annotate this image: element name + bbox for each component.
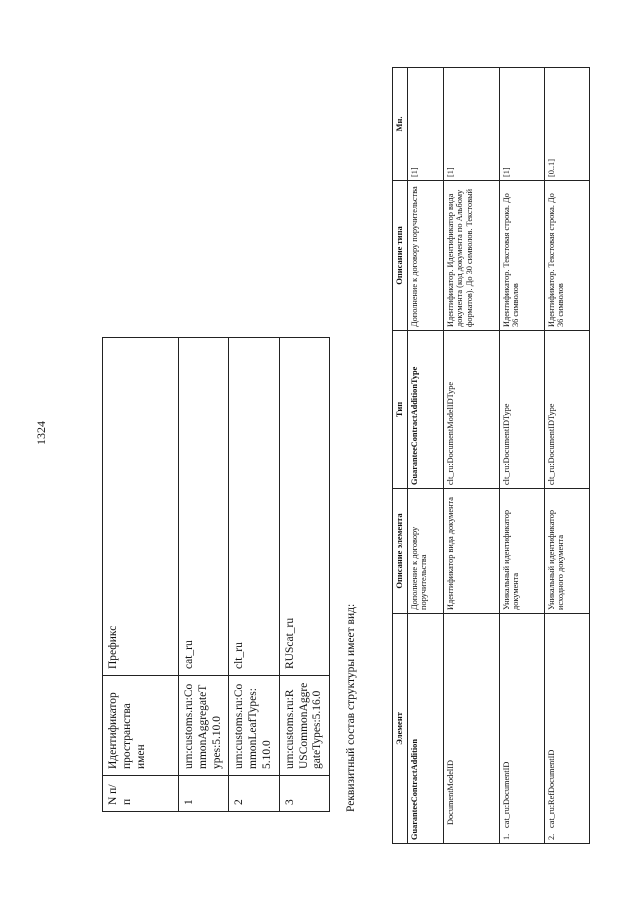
table-row [499, 68, 544, 844]
table-row [407, 68, 443, 844]
table-header-row [393, 68, 408, 844]
row-prefix: cat_ru [179, 338, 229, 676]
row-namespace-id: urn:customs.ru:CommonLeafTypes:5.10.0 [229, 676, 279, 776]
row-element-cell [544, 614, 589, 844]
row-element-description: Уникальный идентификатор документа [499, 489, 544, 614]
row-type-description: Дополнение к договору поручительства [407, 181, 443, 331]
row-prefix: clt_ru [229, 338, 279, 676]
page-number: 1324 [34, 421, 48, 445]
table-row [443, 68, 499, 844]
header-namespace-id: Идентификатор пространства имен [103, 676, 179, 776]
header-prefix: Префикс [103, 338, 179, 676]
row-element-description: Уникальный идентификатор исходного документа [544, 489, 589, 614]
row-multiplicity: [1] [443, 68, 499, 181]
row-type-description: Идентификатор. Идентификатор вида документа (код документа по Альбому форматов). До 30 символов. Текстовый [443, 181, 499, 331]
row-element: cat_ru:DocumentID [501, 761, 511, 828]
header-element-description: Описание элемента [393, 489, 408, 614]
structure-table [392, 67, 590, 844]
row-n: 3 [279, 776, 329, 812]
row-type: clt_ru:DocumentIDType [499, 331, 544, 489]
table-row [229, 338, 279, 812]
row-multiplicity: [0..1] [544, 68, 589, 181]
row-namespace-id: urn:customs.ru:CommonAggregateTypes:5.10.0 [179, 676, 229, 776]
table-row [544, 68, 589, 844]
row-type: clt_ru:DocumentIDType [544, 331, 589, 489]
row-type-description: Идентификатор. Текстовая строка. До 36 символов [499, 181, 544, 331]
row-element: GuaranteeContractAddition [407, 614, 443, 844]
row-prefix: RUScat_ru [279, 338, 329, 676]
row-number: 2. [546, 833, 556, 840]
row-namespace-id: urn:customs.ru:RUSCommonAggregateTypes:5.16.0 [279, 676, 329, 776]
row-multiplicity: [1] [499, 68, 544, 181]
namespaces-table [102, 337, 330, 812]
row-type-description: Идентификатор. Текстовая строка. До 36 символов [544, 181, 589, 331]
namespaces-table-block [102, 337, 330, 812]
table-row [179, 338, 229, 812]
row-number: 1. [501, 833, 511, 840]
row-element-description: Идентификатор вида документа [443, 489, 499, 614]
table-row [279, 338, 329, 812]
row-element-description: Дополнение к договору поручительства [407, 489, 443, 614]
row-n: 1 [179, 776, 229, 812]
row-multiplicity: [1] [407, 68, 443, 181]
row-element: cat_ru:RefDocumentID [546, 749, 556, 828]
header-multiplicity: Мн. [393, 68, 408, 181]
row-element-cell [499, 614, 544, 844]
row-type: clt_ru:DocumentModelIDType [443, 331, 499, 489]
header-n: N п/п [103, 776, 179, 812]
header-type-description: Описание типа [393, 181, 408, 331]
row-type: GuaranteeContractAdditionType [407, 331, 443, 489]
structure-caption: Реквизитный состав структуры имеет вид: [345, 603, 357, 812]
table-header-row [103, 338, 179, 812]
structure-table-block [392, 67, 590, 844]
row-element: DocumentModelID [443, 614, 499, 844]
header-element: Элемент [393, 614, 408, 844]
row-n: 2 [229, 776, 279, 812]
header-type: Тип [393, 331, 408, 489]
